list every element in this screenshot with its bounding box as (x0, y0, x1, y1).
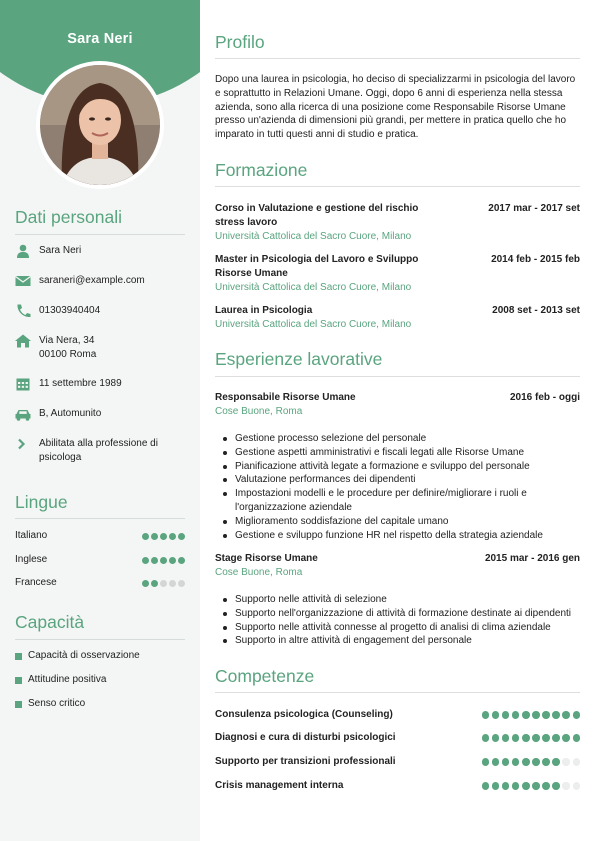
rating-dot-filled (532, 711, 540, 719)
education-entry-date: 2008 set - 2013 set (492, 305, 580, 316)
rating-dot-filled (532, 782, 540, 790)
experience-entry-title: Responsabile Risorse Umane (215, 392, 356, 403)
personal-item-text: saraneri@example.com (39, 275, 145, 286)
education-title: Formazione (215, 160, 308, 180)
user-icon (15, 244, 31, 258)
chevron-right-icon (15, 437, 31, 451)
rating-dots (479, 782, 580, 796)
language-name: Italiano (15, 530, 48, 541)
rating-dot-filled (512, 758, 520, 766)
calendar-icon (15, 377, 31, 391)
experience-bullets (235, 432, 580, 542)
rating-dot-filled (482, 782, 490, 790)
rating-dot-filled (492, 782, 500, 790)
rating-dot-filled (492, 758, 500, 766)
rating-dot-filled (512, 711, 520, 719)
list-item: Impostazioni modelli e le procedure per definire/migliorare i ruoli e l'organizzazione aziendale (235, 487, 580, 515)
rating-dot-filled (151, 580, 158, 587)
rating-dot-filled (160, 533, 167, 540)
avatar-photo (40, 65, 160, 185)
rating-dot-filled (178, 557, 185, 564)
education-entry-org: Università Cattolica del Sacro Cuore, Milano (215, 282, 412, 293)
rating-dot-filled (573, 734, 581, 742)
experience-entry-date: 2016 feb - oggi (509, 392, 580, 403)
rating-dot-filled (512, 782, 520, 790)
rating-dot-filled (160, 557, 167, 564)
rating-dot-filled (492, 734, 500, 742)
education-entry-org: Università Cattolica del Sacro Cuore, Milano (215, 319, 412, 330)
language-name: Inglese (15, 554, 48, 565)
competence-item (215, 779, 580, 793)
divider (15, 518, 185, 519)
rating-dot-filled (573, 711, 581, 719)
rating-dot-filled (562, 711, 570, 719)
rating-dot-empty (573, 758, 581, 766)
skill-text: Senso critico (28, 698, 86, 709)
rating-dot-filled (492, 711, 500, 719)
personal-item-text: Abilitata alla professione di psicologa (39, 438, 158, 463)
experience-entry-title: Stage Risorse Umane (215, 553, 318, 564)
rating-dot-filled (169, 533, 176, 540)
experience-title: Esperienze lavorative (215, 349, 383, 369)
rating-dot-filled (502, 782, 510, 790)
rating-dot-filled (142, 580, 149, 587)
education-entry-title: Laurea in Psicologia (215, 305, 313, 316)
language-item (15, 553, 185, 567)
language-item (15, 529, 185, 543)
person-name: Sara Neri (67, 31, 133, 47)
list-item: Gestione aspetti amministrativi e fiscali legati alle Risorse Umane (235, 446, 580, 460)
list-item: Valutazione performances dei dipendenti (235, 473, 580, 487)
personal-item-text: Sara Neri (39, 245, 82, 256)
rating-dot-filled (552, 782, 560, 790)
list-item: Pianificazione attività legate a formazione e sviluppo del personale (235, 460, 580, 474)
rating-dot-filled (522, 711, 530, 719)
rating-dot-filled (142, 533, 149, 540)
education-entry-title: Master in Psicologia del Lavoro e Sviluppo Risorse Umane (215, 254, 419, 279)
rating-dots (140, 580, 185, 594)
competence-item (215, 755, 580, 769)
divider (15, 234, 185, 235)
rating-dot-filled (502, 758, 510, 766)
square-bullet (15, 677, 22, 684)
email-icon (15, 274, 31, 288)
skill-text: Attitudine positiva (28, 674, 107, 685)
divider (215, 376, 580, 377)
rating-dot-empty (160, 580, 167, 587)
competence-name: Crisis management interna (215, 780, 344, 791)
rating-dot-filled (512, 734, 520, 742)
education-entry-title: Corso in Valutazione e gestione del rischio stress lavoro (215, 203, 419, 228)
experience-entry-org: Cose Buone, Roma (215, 406, 303, 417)
square-bullet (15, 653, 22, 660)
divider (215, 692, 580, 693)
divider (215, 58, 580, 59)
rating-dots (140, 533, 185, 547)
competence-item (215, 708, 580, 722)
rating-dot-filled (532, 758, 540, 766)
rating-dot-filled (151, 557, 158, 564)
rating-dot-filled (151, 533, 158, 540)
skills-title: Capacità (15, 612, 85, 632)
rating-dot-filled (169, 557, 176, 564)
list-item: Gestione e sviluppo funzione HR nel rispetto della strategia aziendale (235, 529, 580, 543)
competence-name: Supporto per transizioni professionali (215, 756, 396, 767)
rating-dot-filled (552, 734, 560, 742)
divider (15, 639, 185, 640)
language-item (15, 576, 185, 590)
competences-title: Competenze (215, 666, 315, 686)
rating-dot-empty (573, 782, 581, 790)
list-item: Supporto nell'organizzazione di attività di formazione destinate ai dipendenti (235, 607, 580, 621)
rating-dot-filled (552, 758, 560, 766)
experience-bullets (235, 593, 580, 648)
rating-dot-filled (542, 734, 550, 742)
competence-name: Consulenza psicologica (Counseling) (215, 709, 393, 720)
rating-dot-filled (522, 734, 530, 742)
rating-dot-empty (169, 580, 176, 587)
competence-name: Diagnosi e cura di disturbi psicologici (215, 732, 396, 743)
rating-dot-empty (178, 580, 185, 587)
rating-dot-filled (542, 711, 550, 719)
education-entry-org: Università Cattolica del Sacro Cuore, Milano (215, 231, 412, 242)
rating-dot-filled (522, 758, 530, 766)
rating-dots (479, 711, 580, 725)
rating-dot-filled (522, 782, 530, 790)
personal-data-title: Dati personali (15, 207, 122, 227)
rating-dot-filled (482, 758, 490, 766)
rating-dot-filled (502, 734, 510, 742)
car-icon (15, 407, 31, 421)
rating-dots (479, 758, 580, 772)
rating-dot-filled (482, 734, 490, 742)
rating-dot-filled (552, 711, 560, 719)
list-item: Supporto nelle attività connesse al progetto di analisi di clima aziendale (235, 621, 580, 635)
rating-dot-filled (482, 711, 490, 719)
personal-item-text: 01303940404 (39, 305, 101, 316)
rating-dot-filled (542, 782, 550, 790)
rating-dot-filled (562, 734, 570, 742)
personal-item-text: Via Nera, 34 00100 Roma (39, 335, 97, 360)
sidebar (0, 0, 200, 841)
home-icon (15, 334, 31, 348)
personal-item-text: 11 settembre 1989 (39, 378, 122, 389)
list-item: Supporto in altre attività di engagement del personale (235, 634, 580, 648)
rating-dot-filled (178, 533, 185, 540)
avatar (36, 61, 164, 189)
personal-item-text: B, Automunito (39, 408, 102, 419)
divider (215, 186, 580, 187)
rating-dot-empty (562, 758, 570, 766)
rating-dot-filled (532, 734, 540, 742)
competence-item (215, 731, 580, 745)
rating-dot-filled (542, 758, 550, 766)
rating-dot-filled (142, 557, 149, 564)
rating-dots (140, 557, 185, 571)
rating-dot-empty (562, 782, 570, 790)
list-item: Miglioramento soddisfazione del capitale umano (235, 515, 580, 529)
experience-entry-org: Cose Buone, Roma (215, 567, 303, 578)
list-item: Gestione processo selezione del personale (235, 432, 580, 446)
profile-text: Dopo una laurea in psicologia, ho deciso di specializzarmi in psicologia del lavoro e soprattutto in Relazioni Umane. Oggi, dopo 6 anni di esperienza nella stessa azienda, sono alla ricerca di una posizione come Responsabile Risorse Umane presso un'azienda di dimensioni più grandi, per mettere in pratica quello che ho imparato in tutti questi anni di studio e pratica. (215, 74, 576, 141)
list-item: Supporto nelle attività di selezione (235, 593, 580, 607)
education-entry-date: 2017 mar - 2017 set (488, 203, 580, 214)
profile-title: Profilo (215, 32, 265, 52)
language-name: Francese (15, 577, 57, 588)
phone-icon (15, 304, 31, 318)
education-entry-date: 2014 feb - 2015 feb (491, 254, 580, 265)
square-bullet (15, 701, 22, 708)
skill-text: Capacità di osservazione (28, 650, 140, 661)
rating-dots (479, 734, 580, 748)
languages-title: Lingue (15, 492, 68, 512)
rating-dot-filled (502, 711, 510, 719)
experience-entry-date: 2015 mar - 2016 gen (484, 553, 580, 564)
